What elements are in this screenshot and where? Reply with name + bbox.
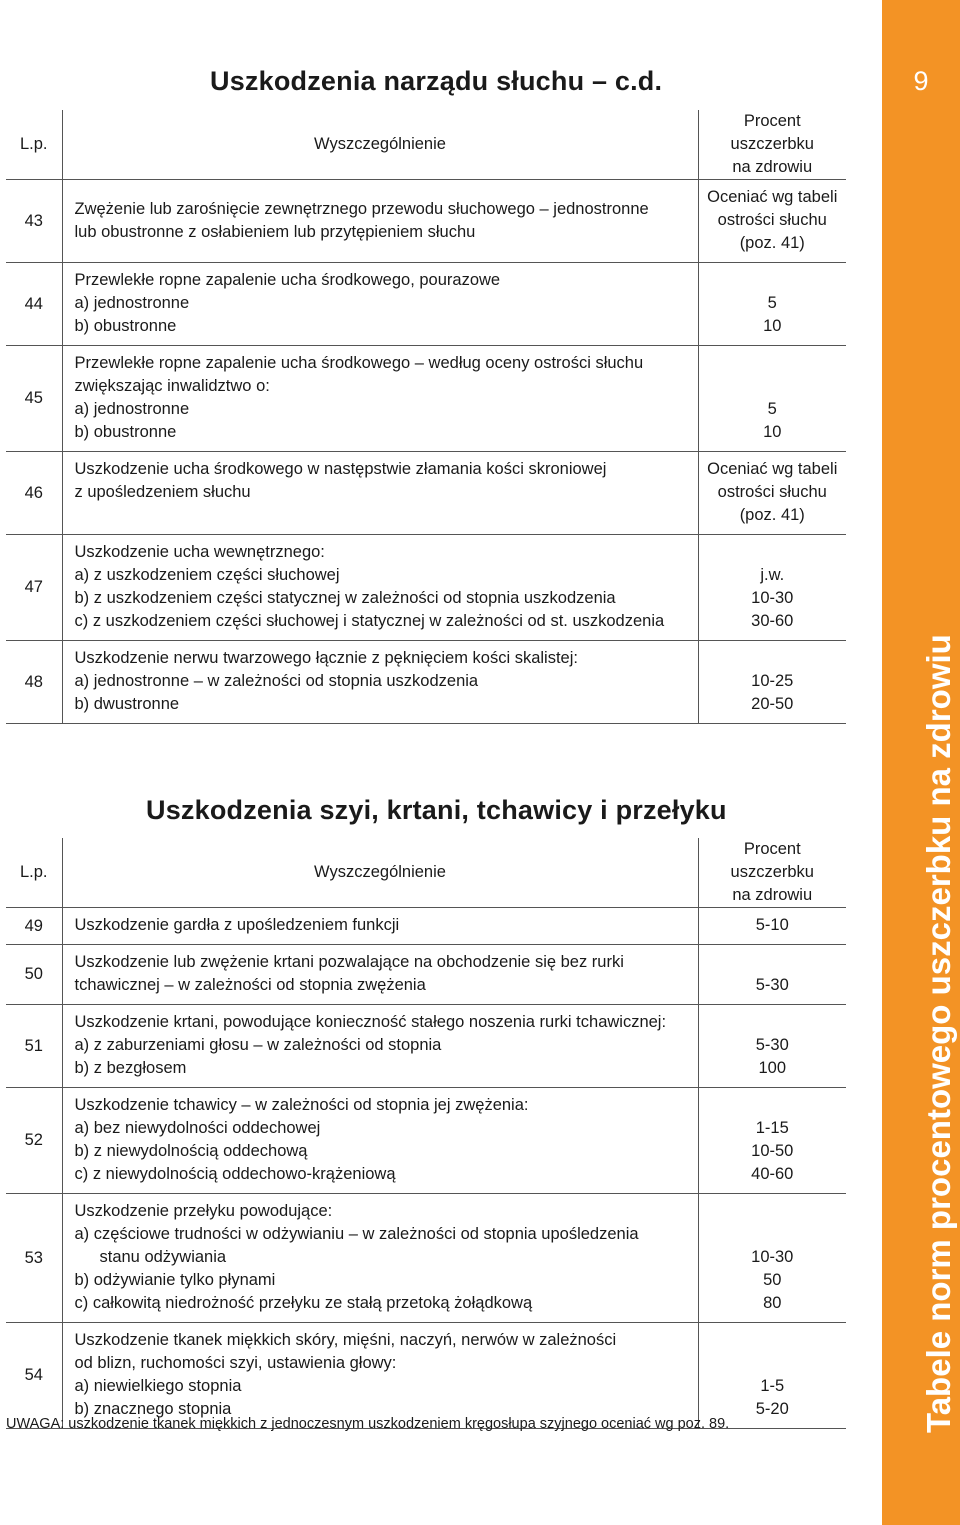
description-line: a) jednostronne — [74, 400, 190, 418]
table-row — [6, 1005, 846, 1088]
description-line: a) z uszkodzeniem części słuchowej — [74, 566, 340, 584]
row-description — [62, 641, 698, 724]
row-description — [62, 180, 698, 263]
footnote-note: UWAGA: uszkodzenie tkanek miękkich z jednoczesnym uszkodzeniem kręgosłupa szyjnego oceniać wg poz. 89. — [6, 1416, 730, 1432]
description-line: b) z niewydolnością oddechową — [74, 1142, 308, 1160]
row-number: 45 — [6, 346, 62, 452]
description-line: z upośledzeniem słuchu — [74, 483, 251, 501]
row-percent — [698, 180, 846, 263]
row-number: 47 — [6, 535, 62, 641]
table-row — [6, 180, 846, 263]
row-description — [62, 1323, 698, 1429]
description-line: Uszkodzenie ucha wewnętrznego: — [74, 543, 325, 561]
description-line: a) jednostronne – w zależności od stopnia uszkodzenia — [74, 672, 479, 690]
row-number: 50 — [6, 945, 62, 1005]
row-number: 43 — [6, 180, 62, 263]
percent-value: ostrości słuchu — [717, 211, 827, 229]
description-line: Przewlekłe ropne zapalenie ucha środkowego – według oceny ostrości słuchu — [74, 354, 644, 372]
description-line: Uszkodzenie tchawicy – w zależności od stopnia jej zwężenia: — [74, 1096, 529, 1114]
percent-value: 5 — [767, 400, 777, 418]
row-description — [62, 945, 698, 1005]
row-number: 53 — [6, 1194, 62, 1323]
description-line: a) jednostronne — [74, 294, 190, 312]
percent-value: Oceniać wg tabeli — [707, 460, 838, 478]
description-line: Zwężenie lub zarośnięcie zewnętrznego przewodu słuchowego – jednostronne — [74, 199, 649, 218]
percent-value — [701, 647, 845, 670]
row-percent — [698, 945, 846, 1005]
percent-value: 100 — [758, 1059, 787, 1077]
row-description — [62, 1005, 698, 1088]
description-line: b) obustronne — [74, 317, 177, 335]
row-percent — [698, 535, 846, 641]
percent-value: 10-30 — [751, 1248, 794, 1266]
description-line: Uszkodzenie tkanek miękkich skóry, mięśni, naczyń, nerwów w zależności — [74, 1331, 617, 1349]
percent-value: 10-30 — [751, 589, 794, 607]
percent-value: 5-30 — [755, 976, 789, 994]
percent-value: j.w. — [760, 566, 785, 584]
percent-value — [701, 1200, 845, 1223]
header-lp: L.p. — [6, 110, 62, 180]
chapter-title-vertical: Tabele norm procentowego uszczerbku na zdrowiu — [920, 634, 957, 1433]
header-percent: Procent uszczerbku na zdrowiu — [698, 838, 846, 908]
percent-value: 30-60 — [751, 612, 794, 630]
description-line: a) niewielkiego stopnia — [74, 1377, 242, 1395]
hearing-damage-table — [6, 110, 846, 724]
percent-value — [701, 352, 845, 375]
description-line: c) całkowitą niedrożność przełyku ze stałą przetoką żołądkową — [74, 1294, 533, 1312]
percent-value: 5-20 — [755, 1400, 789, 1418]
row-percent — [698, 1088, 846, 1194]
description-line: b) z uszkodzeniem części statycznej w zależności od stopnia uszkodzenia — [74, 589, 616, 607]
row-percent — [698, 1323, 846, 1429]
row-description — [62, 346, 698, 452]
percent-value: 20-50 — [751, 695, 794, 713]
description-line: b) z bezgłosem — [74, 1059, 187, 1077]
percent-value — [701, 1329, 845, 1352]
row-description — [62, 908, 698, 945]
row-number: 51 — [6, 1005, 62, 1088]
row-description — [62, 1194, 698, 1323]
row-number: 48 — [6, 641, 62, 724]
percent-value: (poz. 41) — [739, 234, 805, 252]
percent-value: 10-25 — [751, 672, 794, 690]
description-line: od blizn, ruchomości szyi, ustawienia głowy: — [74, 1354, 397, 1372]
table-row — [6, 945, 846, 1005]
row-percent — [698, 1005, 846, 1088]
description-line: Uszkodzenie krtani, powodujące konieczność stałego noszenia rurki tchawicznej: — [74, 1013, 667, 1031]
header-description: Wyszczególnienie — [62, 838, 698, 908]
percent-value: 10 — [763, 317, 782, 335]
description-line: b) znacznego stopnia — [74, 1400, 232, 1418]
row-percent — [698, 263, 846, 346]
description-line: Uszkodzenie ucha środkowego w następstwie złamania kości skroniowej — [74, 460, 607, 478]
row-description — [62, 1088, 698, 1194]
table-row — [6, 452, 846, 535]
percent-value: 10 — [763, 423, 782, 441]
description-line: a) częściowe trudności w odżywianiu – w zależności od stopnia upośledzenia — [74, 1225, 639, 1243]
description-line — [75, 504, 694, 527]
description-line: lub obustronne z osłabieniem lub przytępieniem słuchu — [74, 222, 476, 241]
description-line: stanu odżywiania — [99, 1248, 227, 1266]
header-description: Wyszczególnienie — [62, 110, 698, 180]
table-row — [6, 1194, 846, 1323]
table-row — [6, 346, 846, 452]
description-line: a) z zaburzeniami głosu – w zależności od stopnia — [74, 1036, 442, 1054]
percent-value — [701, 951, 845, 974]
percent-value: Oceniać wg tabeli — [707, 188, 838, 206]
header-lp: L.p. — [6, 838, 62, 908]
percent-value: 1-15 — [755, 1119, 789, 1137]
percent-value — [701, 269, 845, 292]
header-percent: Procent uszczerbku na zdrowiu — [698, 110, 846, 180]
percent-value: 10-50 — [751, 1142, 794, 1160]
percent-value: 80 — [763, 1294, 782, 1312]
percent-value — [701, 1223, 845, 1246]
description-line: b) dwustronne — [74, 695, 180, 713]
percent-value: 5 — [767, 294, 777, 312]
description-line: b) obustronne — [74, 423, 177, 441]
row-number: 46 — [6, 452, 62, 535]
description-line: tchawicznej – w zależności od stopnia zwężenia — [74, 976, 426, 994]
percent-value: ostrości słuchu — [717, 483, 827, 501]
table-row — [6, 535, 846, 641]
table-row — [6, 908, 846, 945]
description-line: zwiększając inwalidztwo o: — [74, 377, 270, 395]
percent-value: 5-30 — [755, 1036, 789, 1054]
description-line: b) odżywianie tylko płynami — [74, 1271, 276, 1289]
row-percent — [698, 452, 846, 535]
percent-value — [701, 1094, 845, 1117]
percent-value: 1-5 — [760, 1377, 785, 1395]
table-row — [6, 1088, 846, 1194]
neck-damage-table — [6, 838, 846, 1429]
row-percent — [698, 908, 846, 945]
row-description — [62, 535, 698, 641]
description-line: a) bez niewydolności oddechowej — [74, 1119, 321, 1137]
row-number: 52 — [6, 1088, 62, 1194]
table-header-row — [6, 110, 846, 180]
row-description — [62, 452, 698, 535]
row-percent — [698, 641, 846, 724]
row-number: 49 — [6, 908, 62, 945]
table-row — [6, 641, 846, 724]
table-header-row — [6, 838, 846, 908]
percent-value — [701, 375, 845, 398]
percent-value — [701, 1352, 845, 1375]
description-line: c) z niewydolnością oddechowo-krążeniową — [74, 1165, 396, 1183]
page-number: 9 — [913, 66, 929, 96]
description-line: Uszkodzenie nerwu twarzowego łącznie z pęknięciem kości skalistej: — [74, 649, 578, 667]
description-line: Przewlekłe ropne zapalenie ucha środkowego, pourazowe — [74, 271, 501, 289]
row-percent — [698, 346, 846, 452]
row-percent — [698, 1194, 846, 1323]
row-description — [62, 263, 698, 346]
row-number: 44 — [6, 263, 62, 346]
percent-value: 5-10 — [755, 916, 789, 934]
section-title-neck: Uszkodzenia szyi, krtani, tchawicy i przełyku — [146, 795, 727, 825]
description-line: Uszkodzenie gardła z upośledzeniem funkcji — [74, 916, 400, 934]
percent-value: 40-60 — [751, 1165, 794, 1183]
table-row — [6, 1323, 846, 1429]
percent-value: (poz. 41) — [739, 506, 805, 524]
description-line: Uszkodzenie lub zwężenie krtani pozwalające na obchodzenie się bez rurki — [74, 953, 624, 971]
table-row — [6, 263, 846, 346]
row-number: 54 — [6, 1323, 62, 1429]
section-title-hearing: Uszkodzenia narządu słuchu – c.d. — [210, 66, 663, 96]
description-line: Uszkodzenie przełyku powodujące: — [74, 1202, 333, 1220]
chapter-side-tab — [882, 0, 960, 1525]
percent-value — [701, 1011, 845, 1034]
percent-value: 50 — [763, 1271, 782, 1289]
description-line: c) z uszkodzeniem części słuchowej i statycznej w zależności od st. uszkodzenia — [74, 612, 665, 630]
percent-value — [701, 541, 845, 564]
